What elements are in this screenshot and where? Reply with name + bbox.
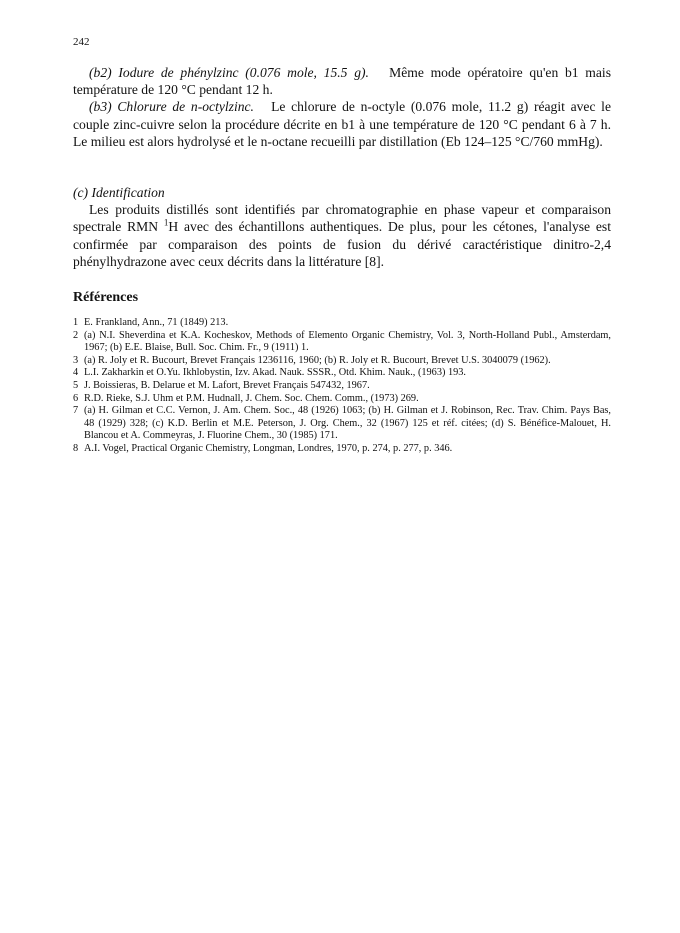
reference-text: (a) H. Gilman et C.C. Vernon, J. Am. Chem. Soc., 48 (1926) 1063; (b) H. Gilman et J. Robinson, Rec. Trav. Chim. Pays Bas, 48 (1929) 328; (c) K.D. Berlin et M.E. Peterson, J. Org. Chem., 32 (1967) 125 et réf. citées; (d) S. Bénéfice-Malouet, H. Blancou et A. Commeyras, J. Fluorine Chem., 30 (1985) 171. — [84, 405, 611, 442]
references-title: Références — [73, 290, 139, 305]
reference-text: A.I. Vogel, Practical Organic Chemistry, Longman, Londres, 1970, p. 274, p. 277, p. 346. — [84, 442, 453, 454]
reference-number: 4 — [73, 367, 79, 379]
experimental-paragraphs — [73, 64, 611, 150]
reference-item — [73, 393, 611, 406]
reference-item — [73, 405, 611, 443]
reference-number: 3 — [73, 354, 79, 366]
reference-text: J. Boissieras, B. Delarue et M. Lafort, Brevet Français 547432, 1967. — [84, 379, 370, 391]
section-c-heading: (c) Identification — [73, 185, 165, 200]
section-identification — [73, 184, 611, 270]
reference-number: 6 — [73, 392, 79, 404]
reference-text: R.D. Rieke, S.J. Uhm et P.M. Hudnall, J. Chem. Soc. Chem. Comm., (1973) 269. — [84, 392, 419, 404]
reference-item — [73, 380, 611, 393]
references-list — [73, 317, 611, 456]
reference-number: 2 — [73, 329, 79, 341]
reference-item — [73, 367, 611, 380]
section-c-paragraph — [73, 201, 611, 270]
reference-text: E. Frankland, Ann., 71 (1849) 213. — [84, 317, 229, 328]
b2-text: Même mode opératoire qu'en b1 mais température de 120 °C pendant 12 h. — [73, 65, 611, 98]
paragraph-b2 — [73, 64, 611, 98]
reference-number: 5 — [73, 379, 79, 391]
b2-label: (b2) Iodure de phénylzinc (0.076 mole, 15.5 g). — [89, 65, 369, 80]
paragraph-b3 — [73, 98, 611, 150]
section-c-text-1: Les produits distillés sont identifiés par chromatographie en phase vapeur et comparaison spectrale RMN — [73, 202, 611, 235]
page-number: 242 — [73, 36, 90, 48]
reference-number: 7 — [73, 405, 79, 417]
reference-item — [73, 355, 611, 368]
reference-text: (a) N.I. Sheverdina et K.A. Kocheskov, Methods of Elemento Organic Chemistry, Vol. 3, North-Holland Publ., Amsterdam, 1967; (b) E.E. Blaise, Bull. Soc. Chim. Fr., 9 (1911) 1. — [84, 329, 611, 354]
reference-number: 8 — [73, 442, 79, 454]
reference-item — [73, 443, 611, 456]
b3-label: (b3) Chlorure de n-octylzinc. — [89, 99, 254, 115]
b3-text: Le chlorure de n-octyle (0.076 mole, 11.2 g) réagit avec le couple zinc-cuivre selon la procédure décrite en b1 à une température de 120 °C pendant 6 à 7 h. Le milieu est alors hydrolysé et le n-octane recueilli par distillation (Eb 124–125 °C/760 mmHg). — [73, 99, 611, 149]
reference-number: 1 — [73, 317, 79, 328]
section-c-text-2: H avec des échantillons authentiques. De plus, pour les cétones, l'analyse est confirmée par comparaison des points de fusion du dérivé caractéristique dinitro-2,4 phénylhydrazone avec ceux décrits dans la littérature [8]. — [73, 219, 611, 269]
reference-text: (a) R. Joly et R. Bucourt, Brevet Français 1236116, 1960; (b) R. Joly et R. Bucourt, Brevet U.S. 3040079 (1962). — [84, 354, 551, 366]
reference-item — [73, 330, 611, 355]
reference-text: L.I. Zakharkin et O.Yu. Ikhlobystin, Izv. Akad. Nauk. SSSR., Otd. Khim. Nauk., (1963) 193. — [84, 367, 466, 379]
superscript-1: 1 — [163, 217, 169, 228]
reference-item — [73, 317, 611, 330]
